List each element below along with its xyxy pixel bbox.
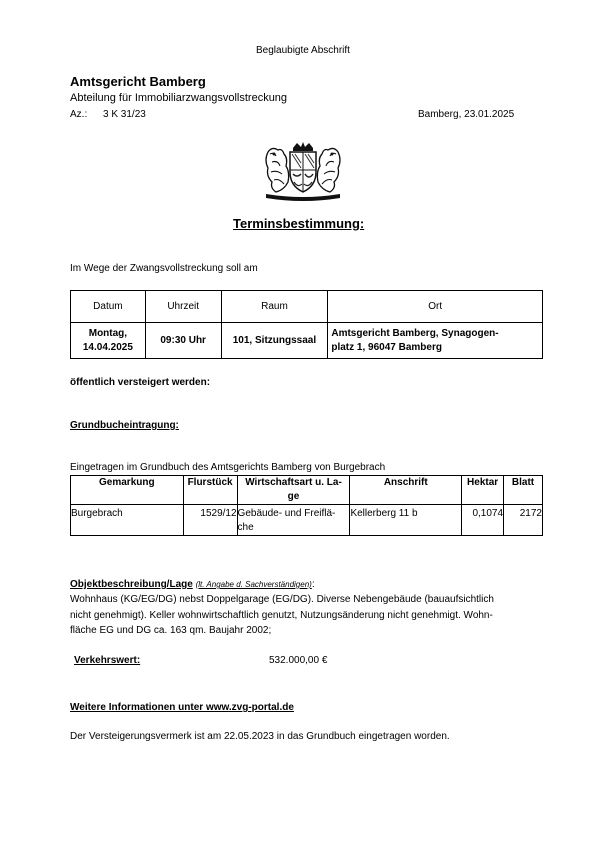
appointment-place-line2: platz 1, 96047 Bamberg <box>331 341 442 353</box>
court-department: Abteilung für Immobiliarzwangsvollstreckung <box>70 92 288 104</box>
file-reference: 3 K 31/23 <box>103 109 146 120</box>
land-register-heading: Grundbucheintragung: <box>70 420 179 431</box>
file-reference-label: Az.: <box>70 109 88 120</box>
appointment-place-line1: Amtsgericht Bamberg, Synagogen- <box>331 327 499 339</box>
col-wirtschaftsart-line2: ge <box>287 491 300 502</box>
more-info-link[interactable]: Weitere Informationen unter www.zvg-portal.de <box>70 702 294 713</box>
col-blatt: Blatt <box>504 476 543 505</box>
header-date: Datum <box>71 291 146 323</box>
land-register-intro: Eingetragen im Grundbuch des Amtsgerichts Bamberg von Burgebrach <box>70 462 386 473</box>
cell-blatt: 2172 <box>504 505 543 536</box>
intro-text: Im Wege der Zwangsvollstreckung soll am <box>70 263 258 274</box>
object-description-line3: fläche EG und DG ca. 163 qm. Baujahr 2002; <box>70 625 272 636</box>
place-date: Bamberg, 23.01.2025 <box>418 109 515 120</box>
col-gemarkung: Gemarkung <box>71 476 184 505</box>
col-wirtschaftsart <box>237 476 350 505</box>
court-name: Amtsgericht Bamberg <box>70 74 206 89</box>
col-anschrift: Anschrift <box>350 476 462 505</box>
appointment-row <box>71 323 543 359</box>
bavarian-coat-of-arms-seal <box>262 142 344 202</box>
object-heading-colon: : <box>311 579 315 590</box>
appointment-day: 14.04.2025 <box>82 341 133 353</box>
header-time: Uhrzeit <box>145 291 221 323</box>
footer-note: Der Versteigerungsvermerk ist am 22.05.2023 in das Grundbuch eingetragen worden. <box>70 731 450 742</box>
appointment-header-row <box>71 291 543 323</box>
appointment-date <box>71 323 146 359</box>
cell-flurstueck: 1529/12 <box>183 505 237 536</box>
cell-wirtschaftsart-line1: Gebäude- und Freiflä- <box>237 508 336 519</box>
land-register-header-row <box>71 476 543 505</box>
cell-hektar: 0,1074 <box>462 505 504 536</box>
object-heading: Objektbeschreibung/Lage <box>70 579 193 590</box>
object-description-line2: nicht genehmigt). Keller wohnwirtschaftlich genutzt, Nutzungsänderung nicht genehmigt. Wohn- <box>70 610 493 621</box>
market-value-amount: 532.000,00 € <box>269 655 328 666</box>
col-hektar: Hektar <box>462 476 504 505</box>
cell-wirtschaftsart <box>237 505 350 536</box>
market-value-label: Verkehrswert: <box>74 655 141 666</box>
appointment-time: 09:30 Uhr <box>145 323 221 359</box>
object-heading-note: (lt. Angabe d. Sachverständigen) <box>195 580 312 589</box>
appointment-place <box>328 323 543 359</box>
appointment-table <box>70 290 543 359</box>
appointment-weekday: Montag, <box>88 327 128 339</box>
cell-gemarkung: Burgebrach <box>71 508 123 519</box>
object-description-line1: Wohnhaus (KG/EG/DG) nebst Doppelgarage (EG/DG). Diverse Nebengebäude (bauaufsichtlich <box>70 594 494 605</box>
land-register-row <box>71 505 543 536</box>
header-room: Raum <box>221 291 328 323</box>
appointment-room: 101, Sitzungssaal <box>221 323 328 359</box>
certified-copy-note: Beglaubigte Abschrift <box>256 45 350 56</box>
auction-statement: öffentlich versteigert werden: <box>70 377 211 388</box>
cell-wirtschaftsart-line2: che <box>237 522 254 533</box>
col-wirtschaftsart-line1: Wirtschaftsart u. La- <box>245 477 342 488</box>
col-flurstueck: Flurstück <box>183 476 237 505</box>
document-title: Terminsbestimmung: <box>233 216 365 231</box>
object-heading-line <box>70 579 315 590</box>
header-place: Ort <box>328 291 543 323</box>
cell-anschrift: Kellerberg 11 b <box>350 505 462 536</box>
land-register-table <box>70 475 543 536</box>
